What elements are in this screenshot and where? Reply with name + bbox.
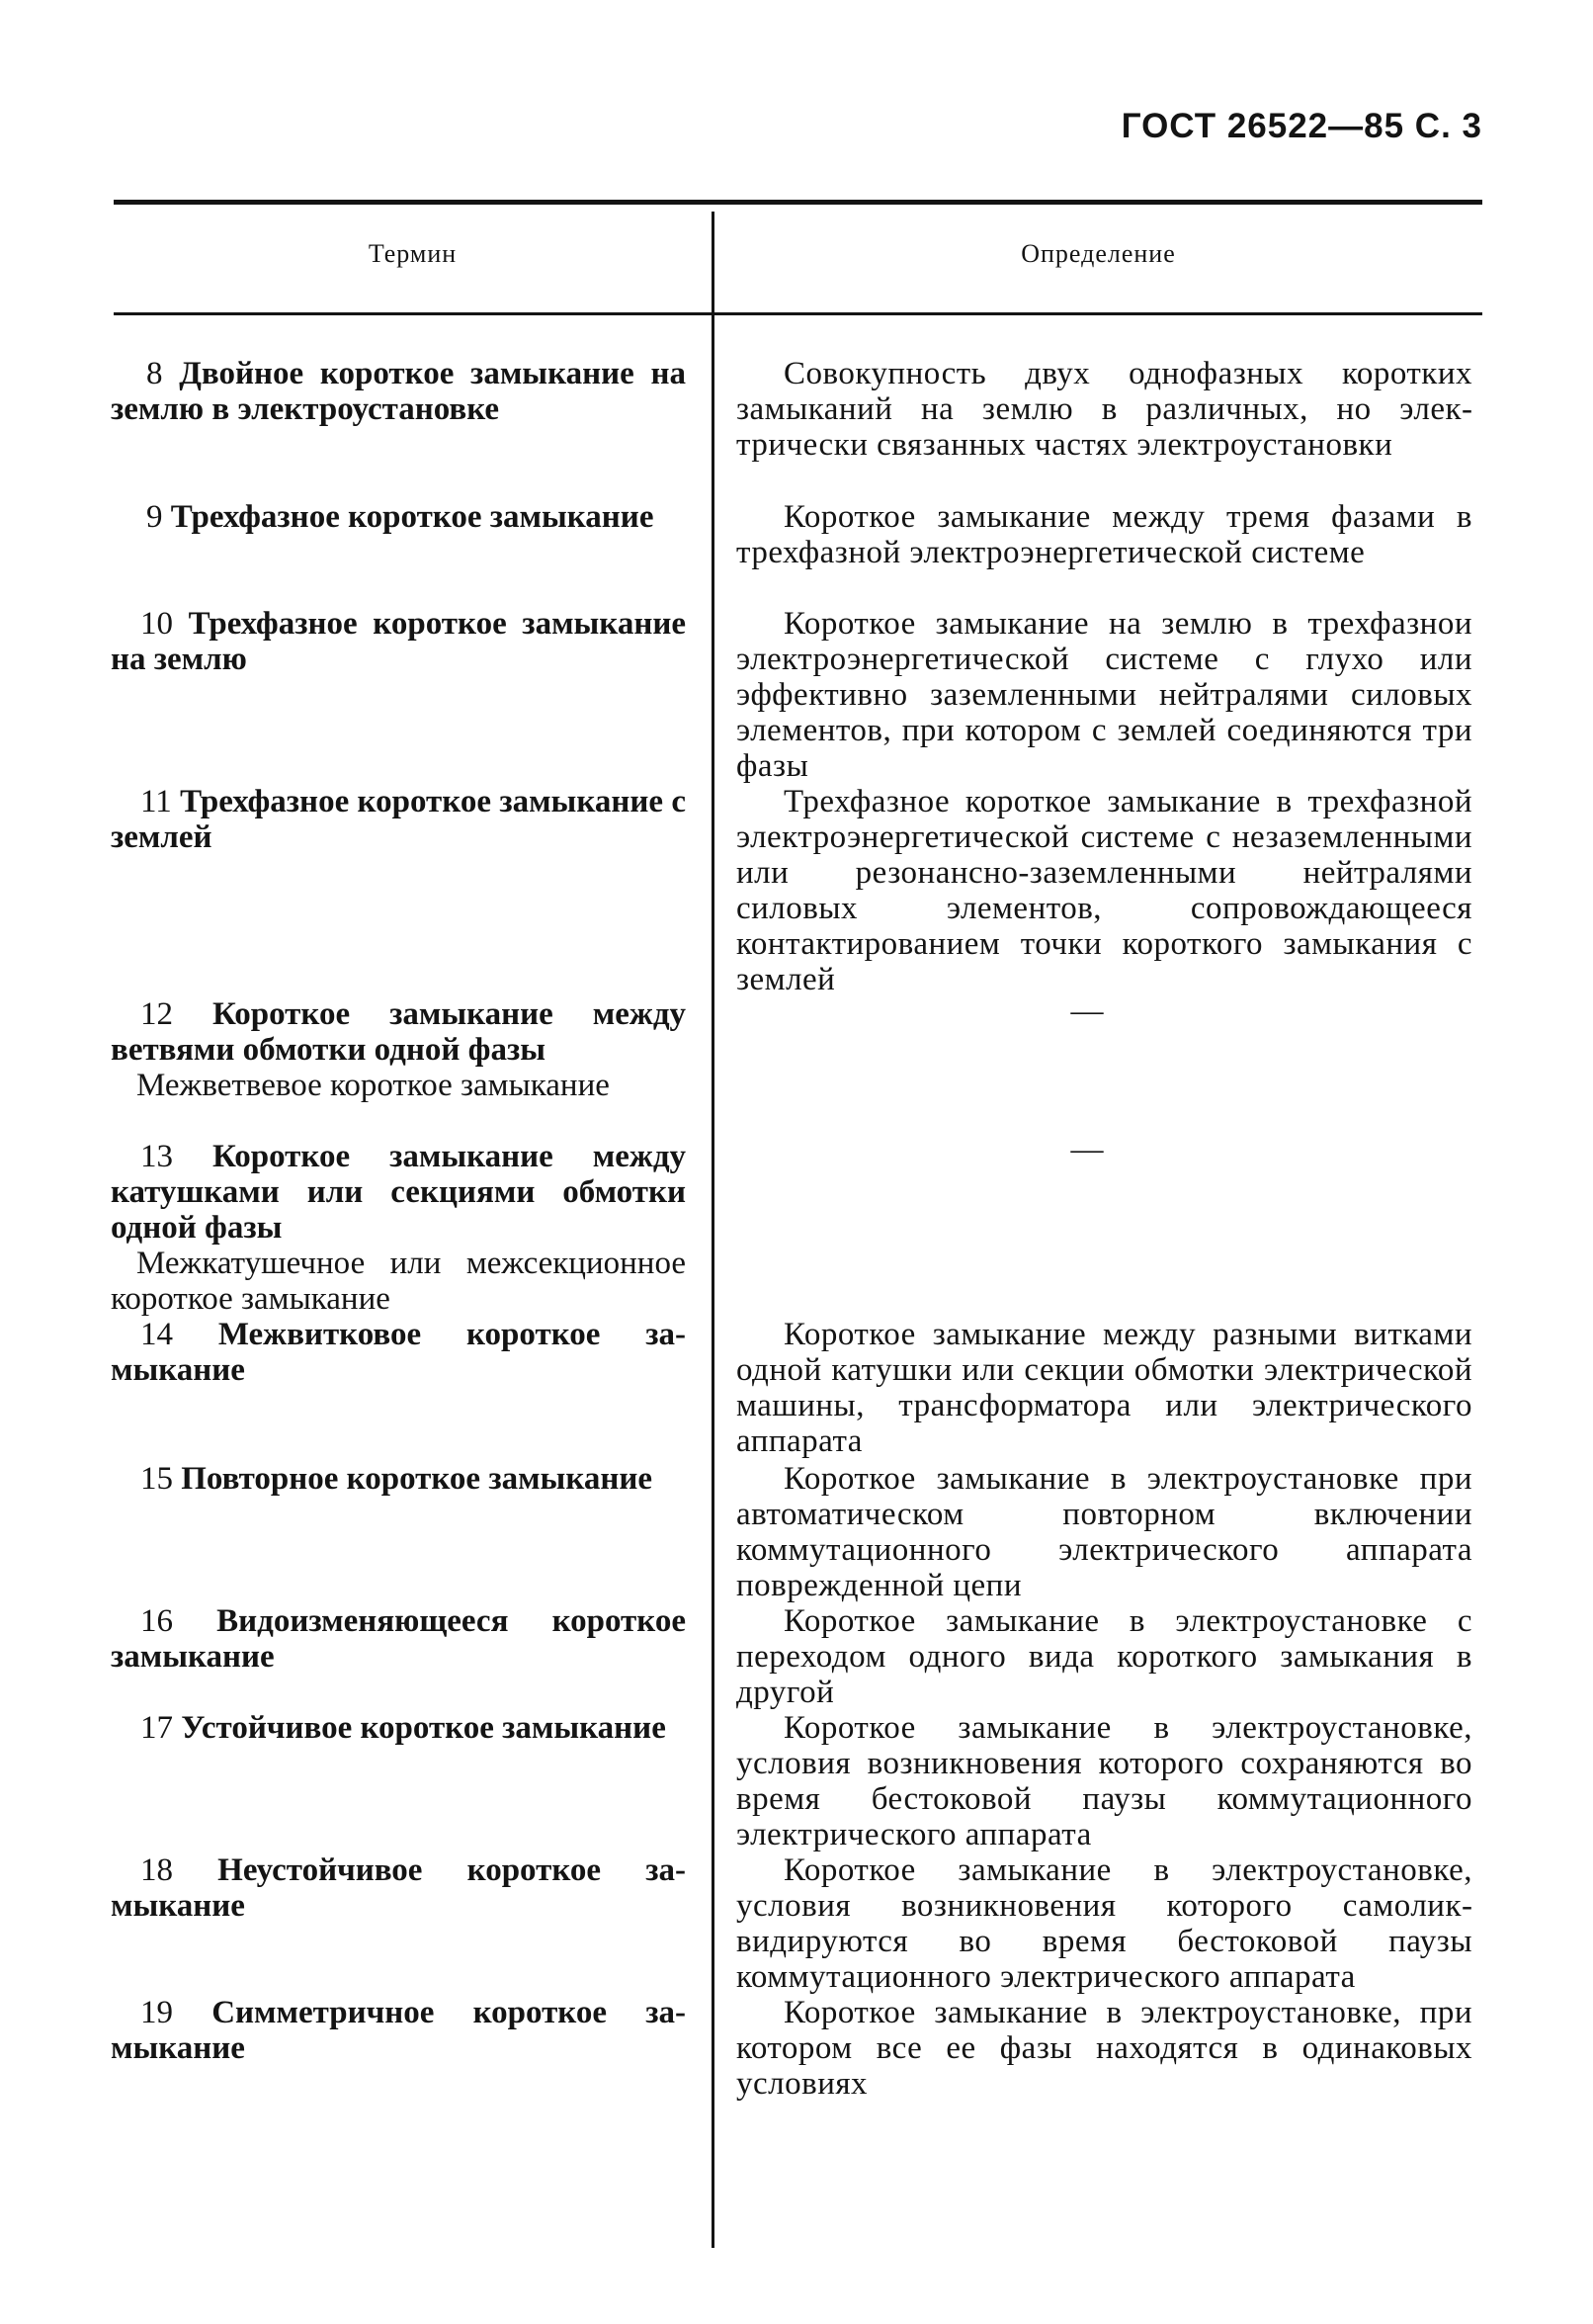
term-text: Трехфазное короткое замыкание с землей xyxy=(111,784,686,855)
term-text: Видоизменяющееся короткое замыкание xyxy=(111,1603,686,1675)
definition-17: Короткое замыкание в электроустановке, условия возникновения которого сохраняются во время бестоковой паузы коммутационного электрического аппарата xyxy=(736,1710,1472,1852)
term-11 xyxy=(111,784,686,855)
term-10 xyxy=(111,606,686,677)
term-number: 18 xyxy=(140,1852,173,1888)
column-header-definition: Определение xyxy=(1021,239,1176,268)
definition-12-dash: — xyxy=(1070,993,1104,1029)
definition-11: Трехфазное короткое замыкание в трехфазной электроэнергетической системе с незаземленными или резонансно-заземленными нейтралями силовых элементов, сопровождающееся контактированием точки короткого замыкания с землей xyxy=(736,784,1472,997)
term-number: 10 xyxy=(140,606,173,642)
term-number: 9 xyxy=(146,499,163,535)
synonym-12: Межветвевое короткое замыкание xyxy=(136,1068,610,1103)
term-13 xyxy=(111,1139,686,1246)
term-number: 11 xyxy=(140,784,172,819)
term-text: Трехфазное короткое замыкание на землю xyxy=(111,606,686,677)
term-8 xyxy=(111,356,686,427)
term-number: 12 xyxy=(140,996,173,1032)
term-9 xyxy=(111,499,686,535)
term-number: 16 xyxy=(140,1603,173,1639)
table-header-rule xyxy=(114,312,1482,315)
term-number: 15 xyxy=(140,1461,173,1497)
term-17 xyxy=(111,1710,686,1746)
definition-18: Короткое замыкание в электроустановке, условия возникновения которого самоликвидируются во время бестоковой паузы коммутационного электрического аппарата xyxy=(736,1852,1472,1995)
definition-8: Совокупность двух однофазных коротких замыканий на землю в различных, но электрически связанных частях электроустановки xyxy=(736,356,1472,463)
term-12 xyxy=(111,996,686,1068)
term-text: Трехфазное короткое замыкание xyxy=(170,499,654,535)
column-header-term: Термин xyxy=(368,239,458,268)
term-15 xyxy=(111,1461,686,1497)
term-19 xyxy=(111,1995,686,2066)
table-top-rule xyxy=(114,200,1482,205)
term-text: Межвитковое короткое замыкание xyxy=(111,1317,686,1388)
table-column-divider xyxy=(712,212,714,2248)
term-18 xyxy=(111,1852,686,1924)
definition-19: Короткое замыкание в электроустановке, при котором все ее фазы находятся в одинаковых условиях xyxy=(736,1995,1472,2102)
synonym-13: Межкатушечное или межсекционное короткое замыкание xyxy=(111,1246,686,1317)
term-text: Устойчивое короткое замыкание xyxy=(181,1710,666,1746)
term-number: 8 xyxy=(146,356,163,391)
definition-16: Короткое замыкание в электроустановке с переходом одного вида короткого замыкания в другой xyxy=(736,1603,1472,1710)
definition-15: Короткое замыкание в электроустановке при автоматическом повторном включении коммутационного электрического аппарата поврежденной цепи xyxy=(736,1461,1472,1603)
term-14 xyxy=(111,1317,686,1388)
term-text: Неустойчивое короткое замыкание xyxy=(111,1852,686,1924)
term-text: Двойное короткое замыкание на землю в электроустановке xyxy=(111,356,686,427)
definition-10: Короткое замыкание на землю в трехфазнои электроэнергетической системе с глухо или эффективно заземленными нейтралями силовых элементов, при котором с землей соединяются три фазы xyxy=(736,606,1472,784)
term-number: 14 xyxy=(140,1317,173,1352)
term-text: Симметричное короткое замыкание xyxy=(111,1995,686,2066)
term-text: Короткое замыкание между ветвями обмотки одной фазы xyxy=(111,996,687,1068)
term-16 xyxy=(111,1603,686,1675)
term-number: 19 xyxy=(140,1995,173,2030)
term-number: 17 xyxy=(140,1710,173,1746)
term-text: Короткое замыкание между катушками или секциями обмотки одной фазы xyxy=(111,1139,687,1246)
page-header: ГОСТ 26522—85 С. 3 xyxy=(1121,107,1482,145)
term-text: Повторное короткое замыкание xyxy=(181,1461,653,1497)
definition-9: Короткое замыкание между тремя фазами в трехфазной электроэнергетической системе xyxy=(736,499,1472,570)
definition-14: Короткое замыкание между разными витками одной катушки или секции обмотки электрической машины, трансформатора или электрического аппарата xyxy=(736,1317,1472,1459)
definition-13-dash: — xyxy=(1070,1132,1104,1167)
term-number: 13 xyxy=(140,1139,173,1174)
